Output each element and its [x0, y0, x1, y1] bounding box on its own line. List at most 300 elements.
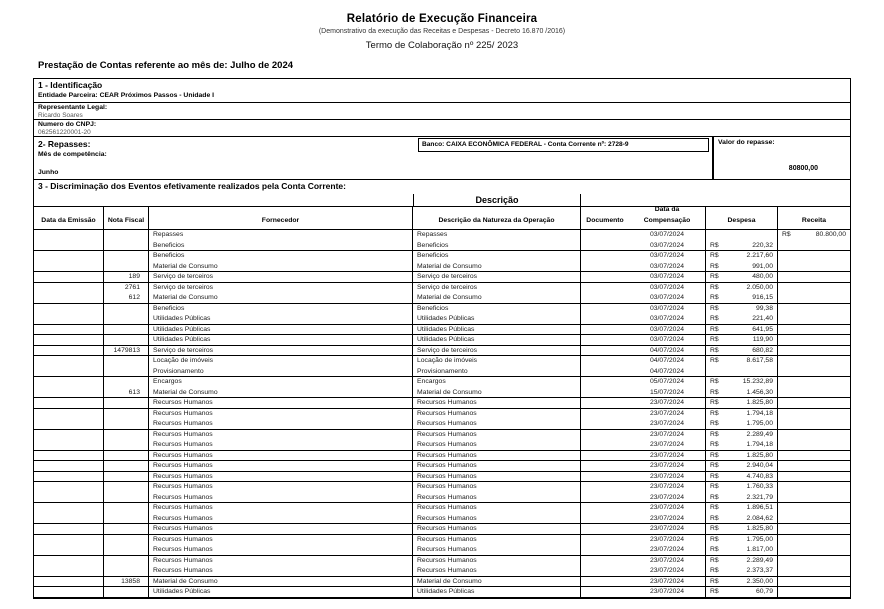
cell-data-compensacao: 03/07/2024 [629, 272, 706, 282]
cell-descricao-operacao: Recursos Humanos [413, 419, 581, 429]
cell-documento [581, 461, 629, 471]
cell-fornecedor: Material de Consumo [149, 262, 413, 272]
cell-documento [581, 451, 629, 461]
cell-despesa [706, 230, 778, 241]
despesa-currency: R$ [710, 388, 719, 396]
header-nota-fiscal [104, 207, 149, 229]
despesa-amount: 2.050,00 [746, 283, 773, 291]
despesa-amount: 991,00 [752, 262, 773, 270]
cell-data-compensacao: 23/07/2024 [629, 587, 706, 597]
cell-nota-fiscal [104, 314, 149, 324]
table-header [34, 207, 850, 230]
table-body [34, 230, 850, 598]
despesa-amount: 916,15 [752, 294, 773, 301]
header-data-compensacao [629, 207, 706, 229]
cell-fornecedor: Beneficios [149, 304, 413, 315]
cell-despesa [706, 283, 778, 294]
cell-despesa [706, 451, 778, 461]
header-documento [581, 207, 629, 229]
cell-receita [778, 251, 850, 262]
cell-descricao-operacao: Recursos Humanos [413, 566, 581, 576]
valor-repasse-value: 80800,00 [788, 165, 818, 172]
table-row [34, 367, 850, 378]
table-row [34, 304, 850, 315]
despesa-currency: R$ [710, 294, 719, 301]
cell-descricao-operacao: Recursos Humanos [413, 503, 581, 514]
cell-fornecedor: Recursos Humanos [149, 524, 413, 534]
cell-nota-fiscal [104, 461, 149, 471]
cell-data-compensacao: 23/07/2024 [629, 493, 706, 503]
header-data-emissao-label: Data da Emissão [41, 216, 96, 224]
cell-nota-fiscal [104, 472, 149, 482]
cell-despesa [706, 272, 778, 282]
cell-fornecedor: Utilidades Públicas [149, 314, 413, 324]
cell-nota-fiscal [104, 304, 149, 315]
cell-descricao-operacao: Recursos Humanos [413, 451, 581, 461]
despesa-currency: R$ [710, 304, 719, 312]
cell-documento [581, 272, 629, 282]
cell-fornecedor: Material de Consumo [149, 293, 413, 303]
table-row [34, 472, 850, 483]
cell-descricao-operacao: Utilidades Públicas [413, 587, 581, 597]
despesa-currency: R$ [710, 493, 719, 501]
cell-nota-fiscal [104, 377, 149, 388]
despesa-currency: R$ [710, 315, 719, 322]
cell-data-emissao [34, 587, 104, 597]
cell-data-emissao [34, 566, 104, 576]
cell-receita [778, 346, 850, 356]
despesa-currency: R$ [710, 472, 719, 480]
cell-data-emissao [34, 419, 104, 429]
cell-documento [581, 556, 629, 567]
cell-nota-fiscal [104, 545, 149, 555]
cell-receita [778, 325, 850, 335]
cell-fornecedor: Recursos Humanos [149, 409, 413, 420]
cell-documento [581, 587, 629, 597]
cell-receita [778, 451, 850, 461]
cell-descricao-operacao: Beneficios [413, 251, 581, 262]
despesa-amount: 221,40 [752, 315, 773, 322]
cell-fornecedor: Recursos Humanos [149, 566, 413, 576]
table-row [34, 493, 850, 504]
cell-despesa [706, 293, 778, 303]
cell-documento [581, 314, 629, 324]
cell-descricao-operacao: Serviço de terceiros [413, 346, 581, 356]
valor-repasse-label: Valor do repasse: [718, 139, 775, 146]
receita-amount: 80.800,00 [815, 231, 846, 238]
cell-data-compensacao: 23/07/2024 [629, 451, 706, 461]
cell-documento [581, 388, 629, 398]
despesa-amount: 2.350,00 [746, 577, 773, 585]
cell-data-emissao [34, 545, 104, 555]
cell-data-compensacao: 23/07/2024 [629, 440, 706, 450]
table-row [34, 587, 850, 598]
cell-descricao-operacao: Recursos Humanos [413, 524, 581, 534]
header-fornecedor-label: Fornecedor [261, 216, 300, 224]
repasses-divider [712, 137, 714, 179]
despesa-amount: 2.289,49 [746, 556, 773, 564]
cell-despesa [706, 482, 778, 493]
cell-fornecedor: Repasses [149, 230, 413, 241]
cell-nota-fiscal [104, 440, 149, 450]
table-row [34, 272, 850, 283]
cell-nota-fiscal [104, 556, 149, 567]
prestacao-de-contas-line: Prestação de Contas referente ao mês de: Julho de 2024 [38, 60, 294, 71]
cell-data-emissao [34, 314, 104, 324]
cell-descricao-operacao: Locação de imóveis [413, 356, 581, 367]
cell-documento [581, 325, 629, 335]
cell-receita [778, 283, 850, 294]
cell-documento [581, 367, 629, 377]
cell-descricao-operacao: Recursos Humanos [413, 514, 581, 524]
cell-data-emissao [34, 409, 104, 420]
cell-data-emissao [34, 304, 104, 315]
cell-documento [581, 398, 629, 408]
cell-despesa [706, 472, 778, 482]
cell-receita [778, 356, 850, 367]
cell-documento [581, 230, 629, 241]
despesa-currency: R$ [710, 577, 719, 585]
despesa-currency: R$ [710, 462, 719, 469]
table-row [34, 335, 850, 346]
cell-receita [778, 430, 850, 441]
cell-receita [778, 241, 850, 251]
cell-data-emissao [34, 272, 104, 282]
cell-receita [778, 472, 850, 482]
cell-fornecedor: Beneficios [149, 241, 413, 251]
cell-despesa [706, 356, 778, 367]
despesa-amount: 1.794,18 [746, 441, 773, 448]
cell-documento [581, 577, 629, 587]
cell-despesa [706, 346, 778, 356]
cell-descricao-operacao: Serviço de terceiros [413, 272, 581, 282]
table-row [34, 503, 850, 514]
table-row [34, 314, 850, 325]
table-row [34, 409, 850, 420]
cell-fornecedor: Recursos Humanos [149, 461, 413, 471]
cell-documento [581, 409, 629, 420]
cell-nota-fiscal: 612 [104, 293, 149, 303]
cell-nota-fiscal [104, 566, 149, 576]
header-data-emissao [34, 207, 104, 229]
cell-nota-fiscal [104, 325, 149, 335]
despesa-currency: R$ [710, 273, 719, 280]
cell-descricao-operacao: Serviço de terceiros [413, 283, 581, 294]
cell-fornecedor: Serviço de terceiros [149, 283, 413, 294]
cell-nota-fiscal: 13858 [104, 577, 149, 587]
cell-nota-fiscal [104, 482, 149, 493]
cell-descricao-operacao: Material de Consumo [413, 262, 581, 272]
cell-data-compensacao: 03/07/2024 [629, 325, 706, 335]
cell-despesa [706, 556, 778, 567]
cell-data-compensacao: 23/07/2024 [629, 398, 706, 408]
cell-data-compensacao: 23/07/2024 [629, 409, 706, 420]
cell-fornecedor: Recursos Humanos [149, 556, 413, 567]
cell-data-emissao [34, 514, 104, 524]
cell-despesa [706, 577, 778, 587]
despesa-amount: 99,38 [755, 304, 773, 312]
despesa-currency: R$ [710, 525, 719, 532]
cell-fornecedor: Encargos [149, 377, 413, 388]
cell-fornecedor: Recursos Humanos [149, 514, 413, 524]
despesa-currency: R$ [710, 556, 719, 564]
cell-documento [581, 419, 629, 429]
despesa-amount: 2.373,37 [746, 567, 773, 574]
despesa-amount: 1.795,00 [746, 420, 773, 427]
cell-despesa [706, 566, 778, 576]
cell-descricao-operacao: Recursos Humanos [413, 430, 581, 441]
despesa-amount: 119,90 [752, 336, 773, 343]
cell-despesa [706, 535, 778, 546]
cell-documento [581, 346, 629, 356]
cell-data-emissao [34, 230, 104, 241]
receita-currency: R$ [782, 231, 791, 238]
cell-data-compensacao: 23/07/2024 [629, 524, 706, 534]
despesa-amount: 480,00 [752, 273, 773, 280]
cell-documento [581, 251, 629, 262]
report-title: Relatório de Execução Financeira [346, 13, 538, 25]
cell-receita [778, 377, 850, 388]
cell-fornecedor: Utilidades Públicas [149, 325, 413, 335]
despesa-amount: 1.825,80 [746, 451, 773, 459]
table-row [34, 262, 850, 273]
cell-receita [778, 409, 850, 420]
despesa-amount: 641,95 [752, 325, 773, 333]
cell-documento [581, 514, 629, 524]
cell-receita [778, 335, 850, 345]
cell-fornecedor: Utilidades Públicas [149, 335, 413, 345]
cell-data-compensacao: 23/07/2024 [629, 482, 706, 493]
despesa-currency: R$ [710, 441, 719, 448]
cell-data-emissao [34, 251, 104, 262]
table-row [34, 241, 850, 252]
cell-nota-fiscal: 2761 [104, 283, 149, 294]
table-row [34, 461, 850, 472]
cell-descricao-operacao: Recursos Humanos [413, 556, 581, 567]
cell-data-compensacao: 23/07/2024 [629, 503, 706, 514]
despesa-currency: R$ [710, 420, 719, 427]
despesa-amount: 1.896,51 [746, 504, 773, 511]
cell-fornecedor: Locação de imóveis [149, 356, 413, 367]
cell-despesa [706, 251, 778, 262]
header-receita-label: Receita [801, 216, 827, 224]
header-nota-fiscal-label: Nota Fiscal [107, 216, 145, 224]
section-repasses [34, 137, 850, 180]
cell-data-compensacao: 23/07/2024 [629, 419, 706, 429]
table-row [34, 346, 850, 357]
cell-nota-fiscal [104, 451, 149, 461]
cell-data-compensacao: 23/07/2024 [629, 514, 706, 524]
despesa-currency: R$ [710, 252, 719, 259]
cell-data-compensacao: 03/07/2024 [629, 262, 706, 272]
despesa-amount: 680,82 [752, 346, 773, 354]
mes-competencia-label: Mês de competência: [38, 151, 107, 158]
cell-descricao-operacao: Beneficios [413, 304, 581, 315]
cell-data-compensacao: 03/07/2024 [629, 241, 706, 251]
cell-descricao-operacao: Recursos Humanos [413, 398, 581, 408]
cell-data-emissao [34, 461, 104, 471]
cell-fornecedor: Recursos Humanos [149, 545, 413, 555]
cell-nota-fiscal [104, 419, 149, 429]
cell-data-emissao [34, 430, 104, 441]
cell-data-emissao [34, 472, 104, 482]
section-repasses-title: 2- Repasses: [38, 139, 91, 149]
mes-competencia-value: Junho [38, 169, 59, 176]
cell-fornecedor: Recursos Humanos [149, 398, 413, 408]
despesa-currency: R$ [710, 357, 719, 364]
despesa-currency: R$ [710, 451, 719, 459]
despesa-currency: R$ [710, 241, 719, 249]
cell-despesa [706, 314, 778, 324]
section-identificacao [34, 79, 850, 103]
cell-receita [778, 398, 850, 408]
cell-data-emissao [34, 398, 104, 408]
table-row [34, 430, 850, 441]
table-row [34, 283, 850, 294]
despesa-currency: R$ [710, 336, 719, 343]
cell-nota-fiscal [104, 241, 149, 251]
cell-descricao-operacao: Recursos Humanos [413, 535, 581, 546]
cell-receita [778, 304, 850, 315]
cell-descricao-operacao: Material de Consumo [413, 577, 581, 587]
cell-nota-fiscal [104, 262, 149, 272]
despesa-amount: 1.760,33 [746, 483, 773, 490]
cell-fornecedor: Provisionamento [149, 367, 413, 377]
cell-documento [581, 440, 629, 450]
cell-descricao-operacao: Recursos Humanos [413, 472, 581, 482]
cell-data-emissao [34, 493, 104, 503]
cell-documento [581, 535, 629, 546]
table-row [34, 535, 850, 546]
header-data-compensacao-line2: Compensação [643, 216, 691, 224]
cell-despesa [706, 430, 778, 441]
cell-data-emissao [34, 241, 104, 251]
cell-data-emissao [34, 262, 104, 272]
despesa-amount: 220,32 [752, 241, 773, 249]
cell-data-compensacao: 03/07/2024 [629, 335, 706, 345]
cell-despesa [706, 440, 778, 450]
cell-fornecedor: Recursos Humanos [149, 503, 413, 514]
cell-data-compensacao: 04/07/2024 [629, 367, 706, 377]
cell-data-emissao [34, 524, 104, 534]
cell-nota-fiscal [104, 535, 149, 546]
cell-nota-fiscal [104, 493, 149, 503]
cell-despesa [706, 398, 778, 408]
cell-nota-fiscal [104, 587, 149, 597]
cell-documento [581, 262, 629, 272]
despesa-currency: R$ [710, 514, 719, 522]
cell-documento [581, 335, 629, 345]
despesa-currency: R$ [710, 325, 719, 333]
cell-receita [778, 482, 850, 493]
despesa-currency: R$ [710, 283, 719, 291]
cell-nota-fiscal [104, 503, 149, 514]
despesa-currency: R$ [710, 378, 719, 385]
despesa-amount: 1.456,30 [746, 388, 773, 396]
despesa-amount: 60,79 [755, 588, 773, 595]
despesa-amount: 1.825,80 [746, 525, 773, 532]
cell-data-emissao [34, 388, 104, 398]
cell-descricao-operacao: Recursos Humanos [413, 440, 581, 450]
cell-fornecedor: Recursos Humanos [149, 535, 413, 546]
despesa-amount: 8.617,58 [746, 357, 773, 364]
cell-data-compensacao: 03/07/2024 [629, 283, 706, 294]
cell-receita [778, 556, 850, 567]
cell-documento [581, 356, 629, 367]
despesa-currency: R$ [710, 346, 719, 354]
cell-despesa [706, 409, 778, 420]
cell-despesa [706, 514, 778, 524]
cell-despesa [706, 503, 778, 514]
table-row [34, 577, 850, 588]
cell-data-compensacao: 03/07/2024 [629, 304, 706, 315]
cell-receita [778, 293, 850, 303]
cell-receita [778, 587, 850, 597]
cell-data-emissao [34, 335, 104, 345]
cell-data-compensacao: 03/07/2024 [629, 293, 706, 303]
cell-data-emissao [34, 451, 104, 461]
cell-fornecedor: Recursos Humanos [149, 451, 413, 461]
cell-fornecedor: Recursos Humanos [149, 493, 413, 503]
cell-descricao-operacao: Provisionamento [413, 367, 581, 377]
cell-fornecedor: Recursos Humanos [149, 419, 413, 429]
cell-descricao-operacao: Recursos Humanos [413, 461, 581, 471]
cell-fornecedor: Utilidades Públicas [149, 587, 413, 597]
cell-nota-fiscal [104, 356, 149, 367]
cell-fornecedor: Serviço de terceiros [149, 346, 413, 356]
table-row [34, 398, 850, 409]
cell-fornecedor: Recursos Humanos [149, 440, 413, 450]
cell-documento [581, 304, 629, 315]
table-row [34, 524, 850, 535]
header-despesa [706, 207, 778, 229]
cell-despesa [706, 524, 778, 534]
section-identificacao-title: 1 - Identificação [38, 80, 103, 90]
cell-documento [581, 545, 629, 555]
despesa-currency: R$ [710, 430, 719, 438]
despesa-amount: 1.794,18 [746, 409, 773, 417]
cell-despesa [706, 335, 778, 345]
despesa-amount: 1.795,00 [746, 535, 773, 543]
cell-documento [581, 377, 629, 388]
cell-descricao-operacao: Material de Consumo [413, 293, 581, 303]
cell-despesa [706, 587, 778, 597]
cell-descricao-operacao: Recursos Humanos [413, 409, 581, 420]
cell-receita [778, 577, 850, 587]
cell-data-emissao [34, 356, 104, 367]
descricao-header-row [34, 194, 850, 207]
cell-receita [778, 314, 850, 324]
cell-documento [581, 524, 629, 534]
cell-data-compensacao: 23/07/2024 [629, 577, 706, 587]
cell-descricao-operacao: Recursos Humanos [413, 482, 581, 493]
cell-receita [778, 262, 850, 272]
cell-data-compensacao: 03/07/2024 [629, 314, 706, 324]
cell-despesa [706, 262, 778, 272]
despesa-currency: R$ [710, 409, 719, 417]
cell-receita [778, 388, 850, 398]
cell-descricao-operacao: Encargos [413, 377, 581, 388]
cell-data-emissao [34, 503, 104, 514]
cell-nota-fiscal [104, 398, 149, 408]
cell-receita [778, 503, 850, 514]
cell-nota-fiscal: 189 [104, 272, 149, 282]
despesa-amount: 1.817,00 [746, 546, 773, 553]
header-data-compensacao-line1: Data da [654, 207, 680, 214]
cell-receita [778, 461, 850, 471]
cell-receita [778, 514, 850, 524]
table-row [34, 451, 850, 462]
